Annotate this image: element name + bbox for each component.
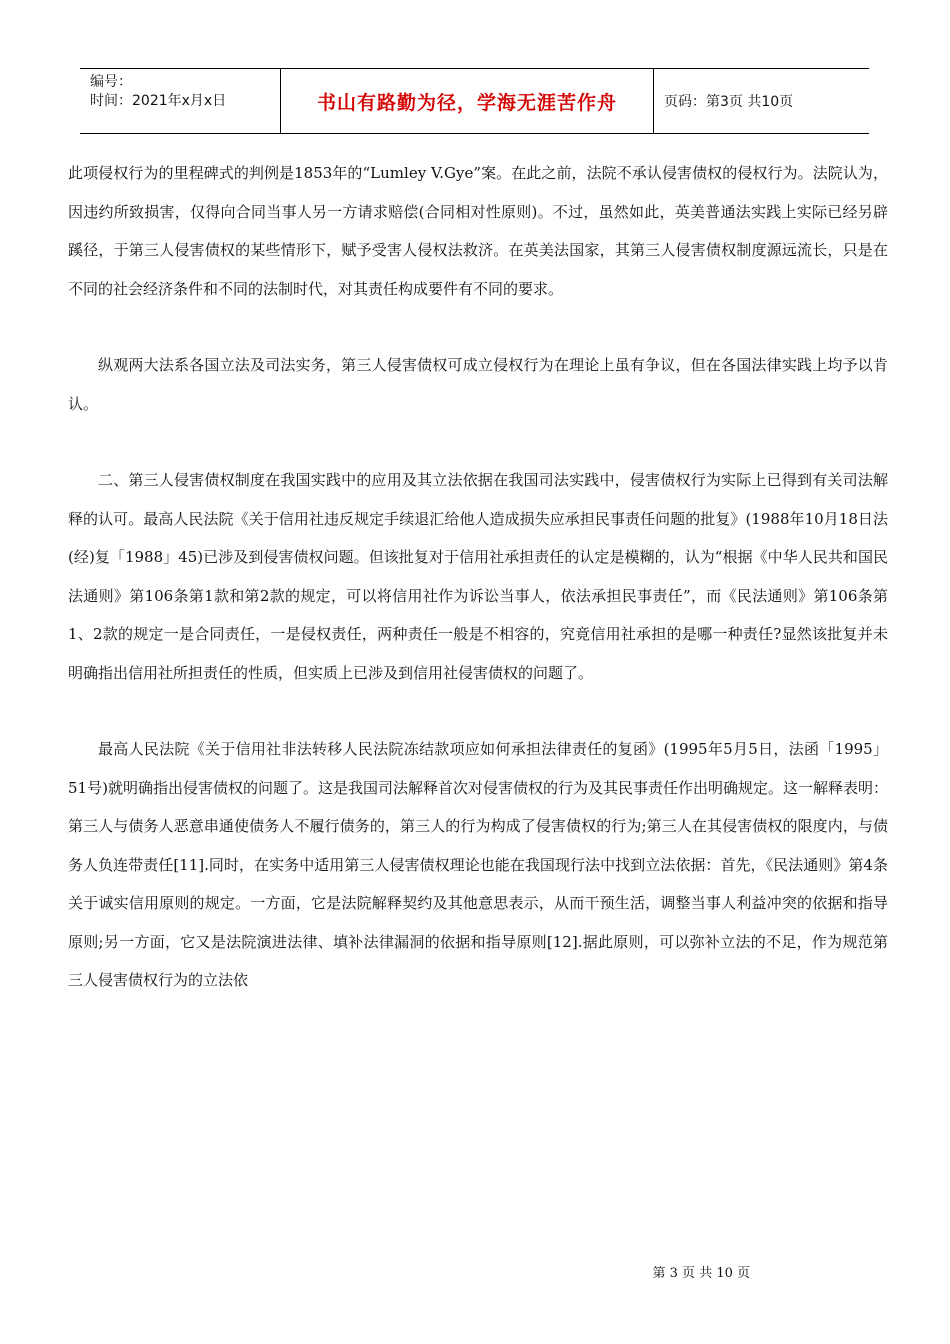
paragraph-2: 纵观两大法系各国立法及司法实务，第三人侵害债权可成立侵权行为在理论上虽有争议，但在各国法律实践上均予以肯认。	[68, 356, 888, 413]
number-label: 编号：	[90, 74, 132, 90]
time-label: 时间：2021年x月x日	[90, 93, 227, 109]
page-header	[80, 68, 869, 134]
document-body	[68, 154, 888, 1038]
paragraph-4: 最高人民法院《关于信用社非法转移人民法院冻结款项应如何承担法律责任的复函》(1995年5月5日，法函「1995」51号)就明确指出侵害债权的问题了。这是我国司法解释首次对侵害债权的行为及其民事责任作出明确规定。这一解释表明：第三人与债务人恶意串通使债务人不履行债务的，第三人的行为构成了侵害债权的行为;第三人在其侵害债权的限度内，与债务人负连带责任[11].同时，在实务中适用第三人侵害债权理论也能在我国现行法中找到立法依据：首先，《民法通则》第4条关于诚实信用原则的规定。一方面，它是法院解释契约及其他意思表示，从而干预生活，调整当事人利益冲突的依据和指导原则;另一方面，它又是法院演进法律、填补法律漏洞的依据和指导原则[12].据此原则，可以弥补立法的不足，作为规范第三人侵害债权行为的立法依	[68, 740, 888, 989]
paragraph-3: 二、第三人侵害债权制度在我国实践中的应用及其立法依据在我国司法实践中，侵害债权行为实际上已得到有关司法解释的认可。最高人民法院《关于信用社违反规定手续退汇给他人造成损失应承担民事责任问题的批复》(1988年10月18日法(经)复「1988」45)已涉及到侵害债权问题。但该批复对于信用社承担责任的认定是模糊的，认为“根据《中华人民共和国民法通则》第106条第1款和第2款的规定，可以将信用社作为诉讼当事人，依法承担民事责任”，而《民法通则》第106条第1、2款的规定一是合同责任，一是侵权责任，两种责任一般是不相容的，究竟信用社承担的是哪一种责任?显然该批复并未明确指出信用社所担责任的性质，但实质上已涉及到信用社侵害债权的问题了。	[68, 471, 888, 682]
page-footer: 第 3 页 共 10 页	[652, 1266, 750, 1281]
paragraph-1: 此项侵权行为的里程碑式的判例是1853年的“Lumley V.Gye”案。在此之前，法院不承认侵害债权的侵权行为。法院认为，因违约所致损害，仅得向合同当事人另一方请求赔偿(合同相对性原则)。不过，虽然如此，英美普通法实践上实际已经另辟蹊径，于第三人侵害债权的某些情形下，赋予受害人侵权法救济。在英美法国家，其第三人侵害债权制度源远流长，只是在不同的社会经济条件和不同的法制时代，对其责任构成要件有不同的要求。	[68, 164, 888, 298]
header-motto: 书山有路勤为径，学海无涯苦作舟	[281, 69, 654, 133]
header-page-label: 页码：第3页 共10页	[664, 94, 794, 110]
header-meta	[80, 69, 281, 133]
